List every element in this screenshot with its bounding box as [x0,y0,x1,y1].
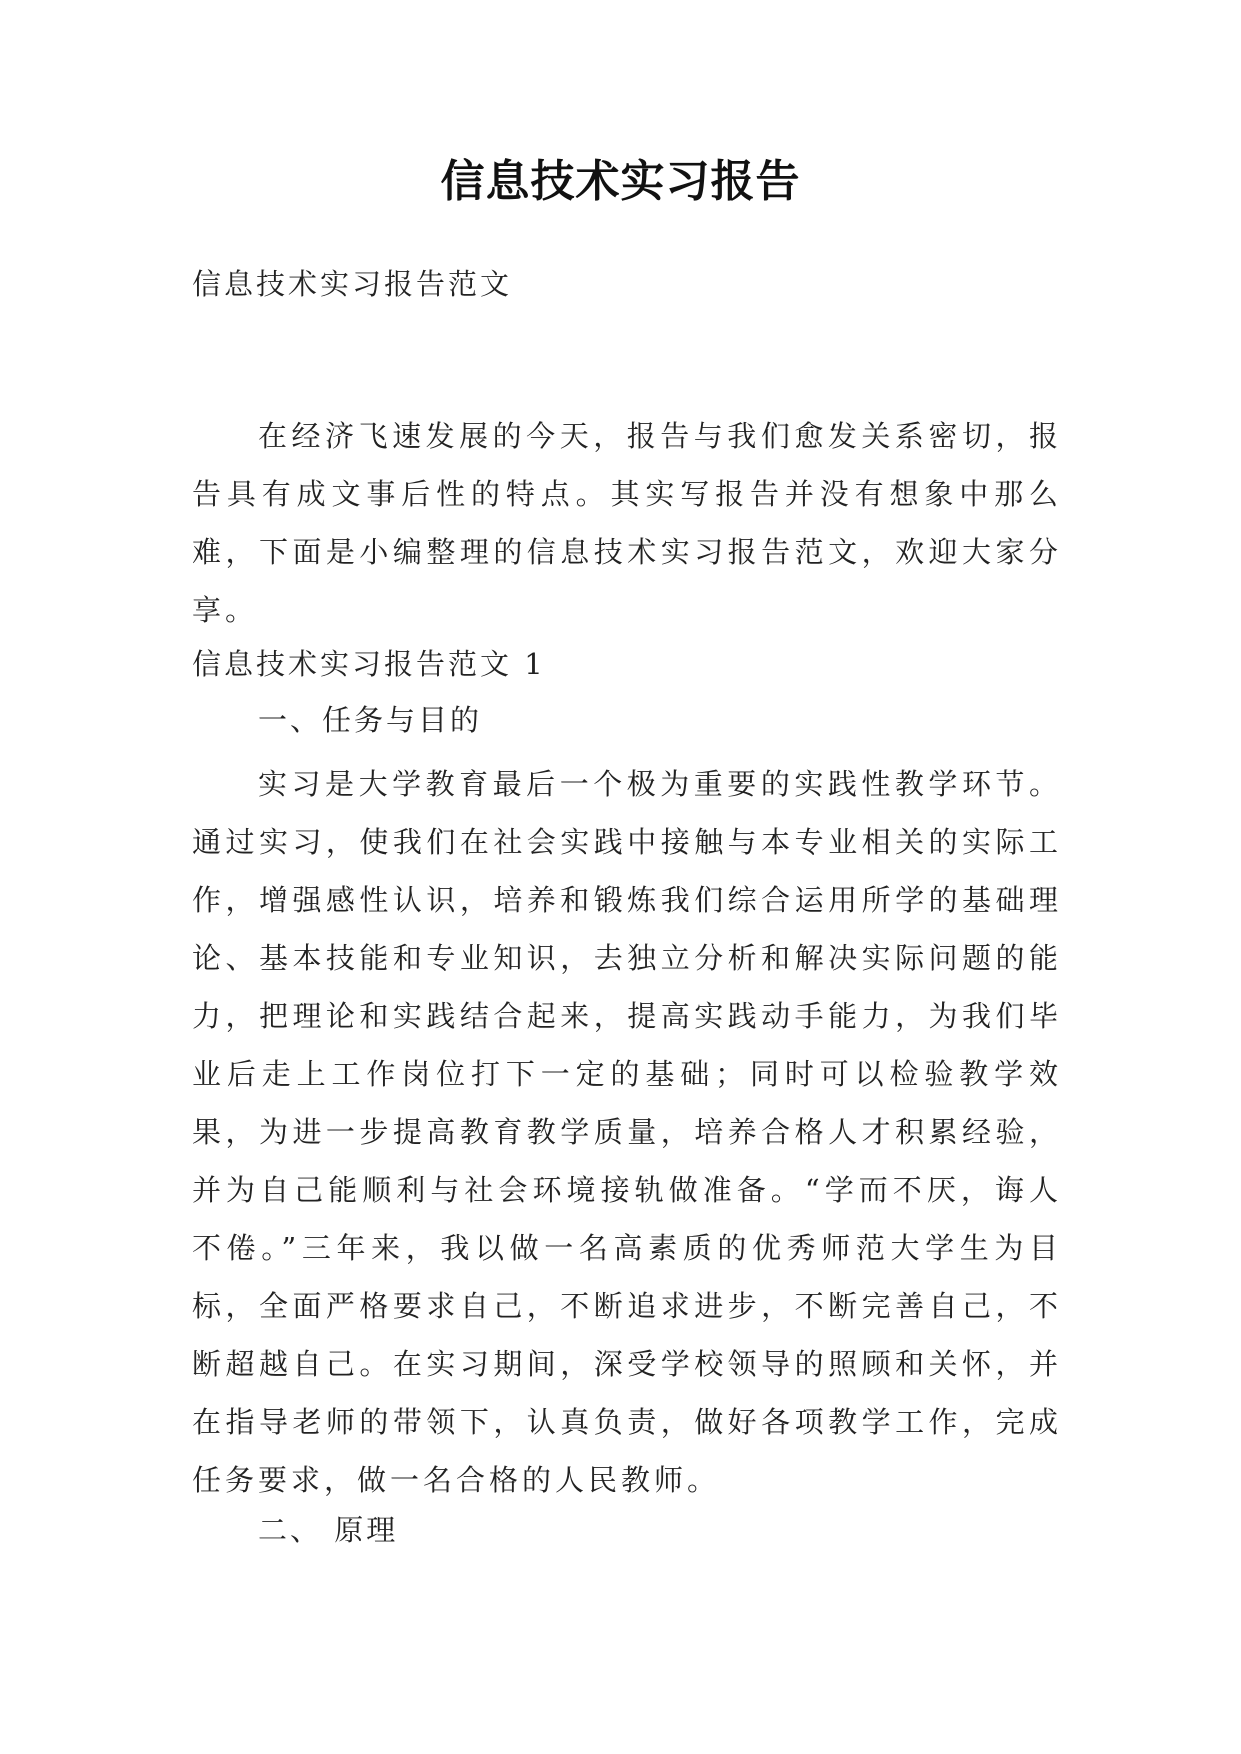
heading-task-and-purpose: 一、任务与目的 [258,703,483,737]
body-paragraph: 实习是大学教育最后一个极为重要的实践性教学环节。通过实习，使我们在社会实践中接触与本专业相关的实际工作，增强感性认识，培养和锻炼我们综合运用所学的基础理论、基本技能和专业知识，去独立分析和解决实际问题的能力，把理论和实践结合起来，提高实践动手能力，为我们毕业后走上工作岗位打下一定的基础；同时可以检验教学效果，为进一步提高教育教学质量，培养合格人才积累经验，并为自己能顺利与社会环境接轨做准备。“学而不厌，诲人不倦。”三年来，我以做一名高素质的优秀师范大学生为目标，全面严格要求自己，不断追求进步，不断完善自己，不断超越自己。在实习期间，深受学校领导的照顾和关怀，并在指导老师的带领下，认真负责，做好各项教学工作，完成任务要求，做一名合格的人民教师。 [192,767,1062,1497]
heading-principle: 二、 原理 [258,1513,399,1547]
document-title: 信息技术实习报告 [440,156,801,207]
section-title: 信息技术实习报告范文 1 [192,647,546,681]
intro-paragraph: 在经济飞速发展的今天，报告与我们愈发关系密切，报告具有成文事后性的特点。其实写报告并没有想象中那么难，下面是小编整理的信息技术实习报告范文，欢迎大家分享。 [192,419,1062,627]
document-subtitle: 信息技术实习报告范文 [192,267,513,301]
